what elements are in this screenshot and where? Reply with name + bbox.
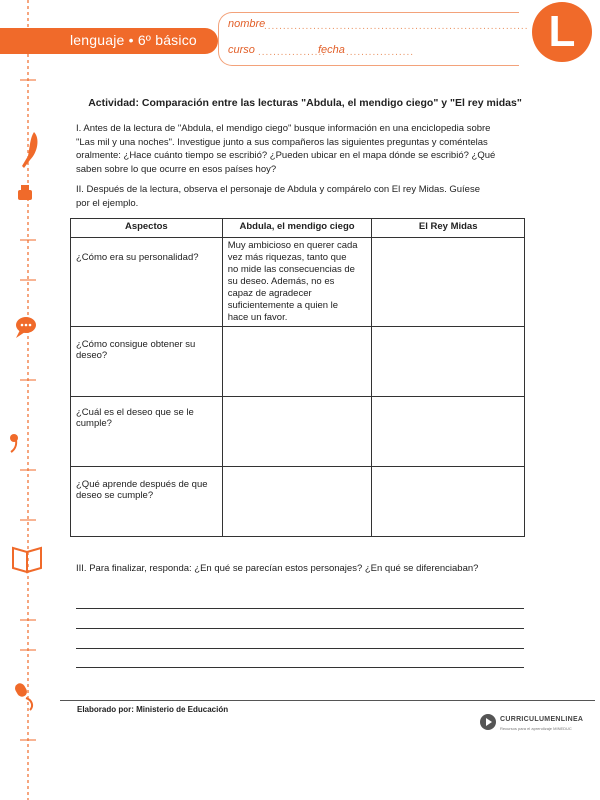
midas-answer-cell[interactable] <box>372 238 525 327</box>
credit-text: Elaborado por: Ministerio de Educación <box>77 705 229 714</box>
nombre-field[interactable]: ...................................................................... <box>264 21 529 32</box>
table-row <box>71 397 525 467</box>
book-icon <box>13 548 41 572</box>
quill-icon <box>22 132 37 168</box>
aspect-text: ¿Cómo era su personalidad? <box>76 252 199 263</box>
footer-credit <box>77 705 228 714</box>
curso-field[interactable]: .................. <box>258 47 327 58</box>
comma-icon <box>10 434 18 452</box>
aspect-cell <box>71 238 223 327</box>
answer-line: hace un favor. <box>227 312 288 323</box>
abdula-answer-cell[interactable] <box>222 238 372 327</box>
speech-bubble-icon <box>16 317 36 338</box>
table-row <box>71 327 525 397</box>
fecha-field[interactable]: .................. <box>346 47 415 58</box>
abdula-answer-cell[interactable] <box>222 467 372 537</box>
section-1-line: "Las mil y una noches". Investigue junto a sus compañeros las siguientes preguntas y coméntelas <box>76 136 488 148</box>
aspect-text: ¿Qué aprende después de que <box>76 479 208 490</box>
answer-line: Muy ambicioso en querer cada <box>227 240 358 251</box>
header-abdula: Abdula, el mendigo ciego <box>222 219 372 238</box>
fecha-label: fecha <box>318 44 345 56</box>
section-2-line: II. Después de la lectura, observa el personaje de Abdula y compárelo con El rey Midas. Guíese <box>76 184 480 195</box>
section-2-line: por el ejemplo. <box>76 197 139 209</box>
answer-line-1[interactable] <box>76 608 524 609</box>
curriculum-brand: CURRICULUMENLINEA <box>500 716 584 723</box>
answer-line-3[interactable] <box>76 648 524 649</box>
subject-label: lenguaje • 6º básico <box>70 32 197 48</box>
answer-line: capaz de agradecer <box>227 288 312 299</box>
answer-line: vez más riquezas, tanto que <box>227 252 347 263</box>
section-2-instructions <box>76 183 536 210</box>
answer-line: suficientemente a quien le <box>227 300 339 311</box>
comparison-table <box>70 218 525 537</box>
midas-answer-cell[interactable] <box>372 467 525 537</box>
aspect-text: ¿Cómo consigue obtener su <box>76 339 196 350</box>
activity-title: Actividad: Comparación entre las lecturas "Abdula, el mendigo ciego" y "El rey midas" <box>88 97 522 109</box>
section-3-question: III. Para finalizar, responda: ¿En qué se parecían estos personajes? ¿En qué se diferenciaban? <box>76 563 479 574</box>
nombre-label: nombre <box>228 18 266 30</box>
curso-label: curso <box>228 44 255 56</box>
aspect-cell <box>71 467 223 537</box>
microphone-icon <box>13 681 32 710</box>
inkwell-icon <box>18 185 32 200</box>
aspect-cell <box>71 397 223 467</box>
table-row <box>71 467 525 537</box>
section-1-instructions <box>76 122 536 176</box>
header-aspectos: Aspectos <box>71 219 223 238</box>
answer-line: no mide las consecuencias de <box>227 264 355 275</box>
aspect-text: ¿Cuál es el deseo que se le <box>76 407 194 418</box>
answer-line-4[interactable] <box>76 667 524 668</box>
abdula-answer-cell[interactable] <box>222 397 372 467</box>
aspect-text: cumple? <box>76 418 112 429</box>
midas-answer-cell[interactable] <box>372 327 525 397</box>
aspect-cell <box>71 327 223 397</box>
curriculum-brand-subtitle: Recursos para el aprendizaje MINEDUC <box>500 726 572 731</box>
section-1-line: saben sobre lo que ocurre en esos países hoy? <box>76 163 277 175</box>
aspect-text: deseo? <box>76 350 108 361</box>
footer-divider <box>60 700 595 701</box>
margin-rail <box>0 0 60 800</box>
abdula-answer-cell[interactable] <box>222 327 372 397</box>
answer-line-2[interactable] <box>76 628 524 629</box>
lenguaje-logo: L <box>532 2 592 62</box>
section-1-line: I. Antes de la lectura de "Abdula, el mendigo ciego" busque información en una enciclopedia sobre <box>76 123 491 134</box>
table-row <box>71 238 525 327</box>
curriculum-logo-icon <box>480 714 496 730</box>
header-rey-midas: El Rey Midas <box>372 219 525 238</box>
aspect-text: deseo se cumple? <box>76 490 154 501</box>
midas-answer-cell[interactable] <box>372 397 525 467</box>
section-1-line: oralmente: ¿Hace cuánto tiempo se escribió? ¿Pueden ubicar en el mapa dónde se escribió? ¿Qué <box>76 150 496 161</box>
answer-line: su deseo. Además, no es <box>227 276 335 287</box>
table-header-row <box>71 219 525 238</box>
